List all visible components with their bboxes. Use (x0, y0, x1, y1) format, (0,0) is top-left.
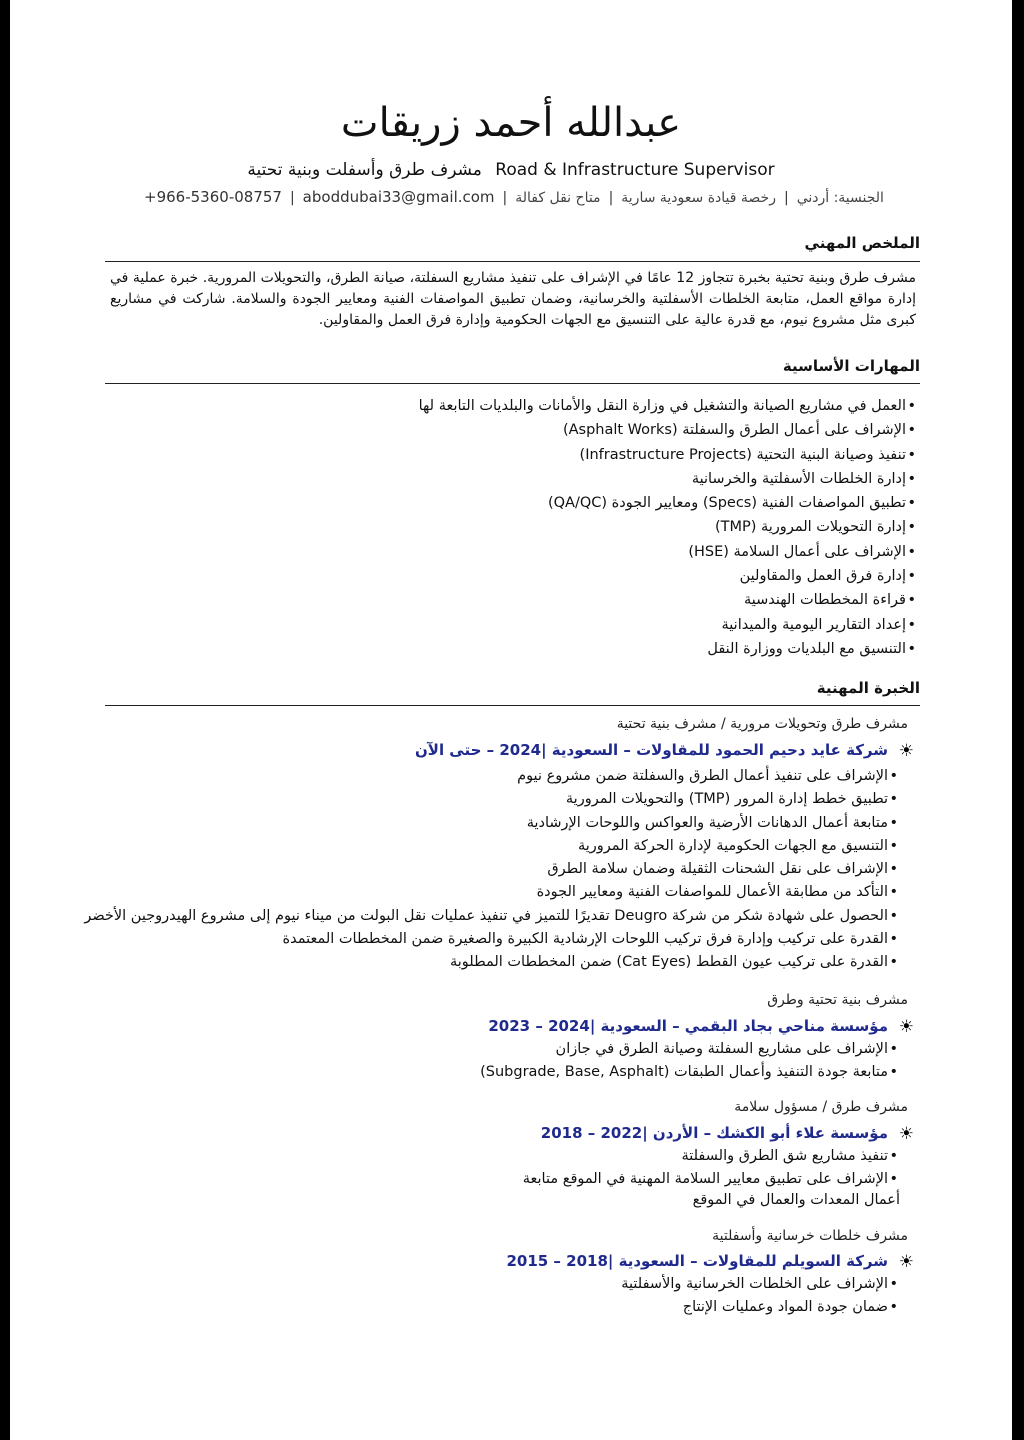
sun-bullet-icon: ☀ (898, 1124, 914, 1144)
job-title: مشرف طرق وتحويلات مرورية / مشرف بنية تحتية (616, 716, 908, 732)
job-title: مشرف خلطات خرسانية وأسفلتية (712, 1228, 908, 1244)
phone-number[interactable]: +966-5360-08757 (144, 188, 282, 206)
duty-item: • التنسيق مع الجهات الحكومية لإدارة الحركة المرورية (84, 835, 898, 858)
nationality: الجنسية: أردني (796, 190, 884, 206)
sun-bullet-icon: ☀ (898, 1252, 914, 1272)
duty-item: • الإشراف على نقل الشحنات الثقيلة وضمان سلامة الطرق (84, 858, 898, 881)
skills-list (419, 394, 916, 661)
transfer-availability: متاح نقل كفالة (515, 190, 601, 206)
skill-item: • إعداد التقارير اليومية والميدانية (419, 613, 916, 637)
company-name: شركة السويلم للمقاولات – السعودية |2018 – 2015 (506, 1252, 888, 1270)
skill-item: • تطبيق المواصفات الفنية (Specs) ومعايير الجودة (QA/QC) (419, 491, 916, 515)
skill-item: • الإشراف على أعمال السلامة (HSE) (419, 540, 916, 564)
summary-heading: الملخص المهني (804, 234, 920, 252)
duty-item: • الحصول على شهادة شكر من شركة Deugro تقديرًا للتميز في تنفيذ عمليات نقل البولت من ميناء نيوم إلى مشروع الهيدروجين الأخضر (84, 905, 898, 928)
summary-divider (105, 261, 920, 262)
candidate-name: عبدالله أحمد زريقات (340, 100, 682, 146)
company-name: مؤسسة مناحي بجاد البقمي – السعودية |2024 – 2023 (488, 1017, 888, 1035)
company-name: شركة عايد دحيم الحمود للمقاولات – السعودية |2024 – حتى الآن (414, 741, 888, 759)
duties-list (621, 1273, 898, 1318)
contact-line: الجنسية: أردني|رخصة قيادة سعودية سارية|متاح نقل كفالة|aboddubai33@gmail.com|+966-5360-08757 (144, 188, 884, 206)
company-line (541, 1124, 914, 1142)
skill-item: • إدارة فرق العمل والمقاولين (419, 564, 916, 588)
company-line (415, 741, 914, 759)
skill-item: • العمل في مشاريع الصيانة والتشغيل في وزارة النقل والأمانات والبلديات التابعة لها (419, 394, 916, 418)
skills-divider (105, 383, 920, 384)
duty-item: • الإشراف على مشاريع السفلتة وصيانة الطرق في جازان (480, 1038, 898, 1061)
duty-item: • تطبيق خطط إدارة المرور (TMP) والتحويلات المرورية (84, 788, 898, 811)
experience-divider (105, 705, 920, 706)
skill-item: • إدارة التحويلات المرورية (TMP) (419, 515, 916, 539)
duty-item: • الإشراف على تنفيذ أعمال الطرق والسفلتة ضمن مشروع نيوم (84, 765, 898, 788)
email-link[interactable]: aboddubai33@gmail.com (302, 188, 495, 206)
duty-item: • متابعة جودة التنفيذ وأعمال الطبقات (Subgrade, Base, Asphalt) (480, 1061, 898, 1084)
job-title-arabic: مشرف طرق وأسفلت وبنية تحتية (247, 160, 482, 180)
resume-page (10, 0, 1012, 1440)
job-title: مشرف بنية تحتية وطرق (767, 992, 908, 1008)
company-line (506, 1252, 914, 1270)
experience-heading: الخبرة المهنية (816, 679, 920, 697)
duties-list (84, 765, 898, 975)
skill-item: • الإشراف على أعمال الطرق والسفلتة (Asphalt Works) (419, 418, 916, 442)
duty-item: • القدرة على تركيب عيون القطط (Cat Eyes) ضمن المخططات المطلوبة (84, 951, 898, 974)
skill-item: • تنفيذ وصيانة البنية التحتية (Infrastructure Projects) (419, 443, 916, 467)
job-title-english: Road & Infrastructure Supervisor (495, 160, 775, 180)
job-title: مشرف طرق / مسؤول سلامة (734, 1099, 908, 1115)
duties-list (480, 1038, 898, 1083)
duties-list (523, 1145, 898, 1190)
duty-item: • التأكد من مطابقة الأعمال للمواصفات الفنية ومعايير الجودة (84, 881, 898, 904)
company-line (488, 1017, 914, 1035)
sun-bullet-icon: ☀ (898, 1017, 914, 1037)
job-title-line (10, 160, 1012, 180)
skill-item: • التنسيق مع البلديات ووزارة النقل (419, 637, 916, 661)
duty-item: • متابعة أعمال الدهانات الأرضية والعواكس واللوحات الإرشادية (84, 812, 898, 835)
summary-text: مشرف طرق وبنية تحتية بخبرة تتجاوز 12 عامًا في الإشراف على تنفيذ مشاريع السفلتة، صيانة الطرق، والتحويلات المرورية. خبرة عملية في إدارة مواقع العمل، متابعة الخلطات الأسفلتية والخرسانية، وضمان تطبيق المواصفات الفنية ومعايير الجودة والسلامة. شاركت في مشاريع كبرى مثل مشروع نيوم، مع قدرة عالية على التنسيق مع الجهات الحكومية وإدارة فرق العمل والمقاولين. (110, 270, 916, 328)
driving-license: رخصة قيادة سعودية سارية (621, 190, 776, 206)
duty-item: • الإشراف على تطبيق معايير السلامة المهنية في الموقع متابعة (523, 1168, 898, 1191)
skill-item: • إدارة الخلطات الأسفلتية والخرسانية (419, 467, 916, 491)
duty-item: • ضمان جودة المواد وعمليات الإنتاج (621, 1296, 898, 1319)
duty-item: • الإشراف على الخلطات الخرسانية والأسفلتية (621, 1273, 898, 1296)
sun-bullet-icon: ☀ (898, 741, 914, 761)
skills-heading: المهارات الأساسية (782, 357, 920, 375)
duty-continuation: أعمال المعدات والعمال في الموقع (692, 1192, 900, 1208)
skill-item: • قراءة المخططات الهندسية (419, 588, 916, 612)
duty-item: • تنفيذ مشاريع شق الطرق والسفلتة (523, 1145, 898, 1168)
company-name: مؤسسة علاء أبو الكشك – الأردن |2022 – 2018 (540, 1124, 888, 1142)
duty-item: • القدرة على تركيب وإدارة فرق تركيب اللوحات الإرشادية الكبيرة والصغيرة ضمن المخططات المعتمدة (84, 928, 898, 951)
